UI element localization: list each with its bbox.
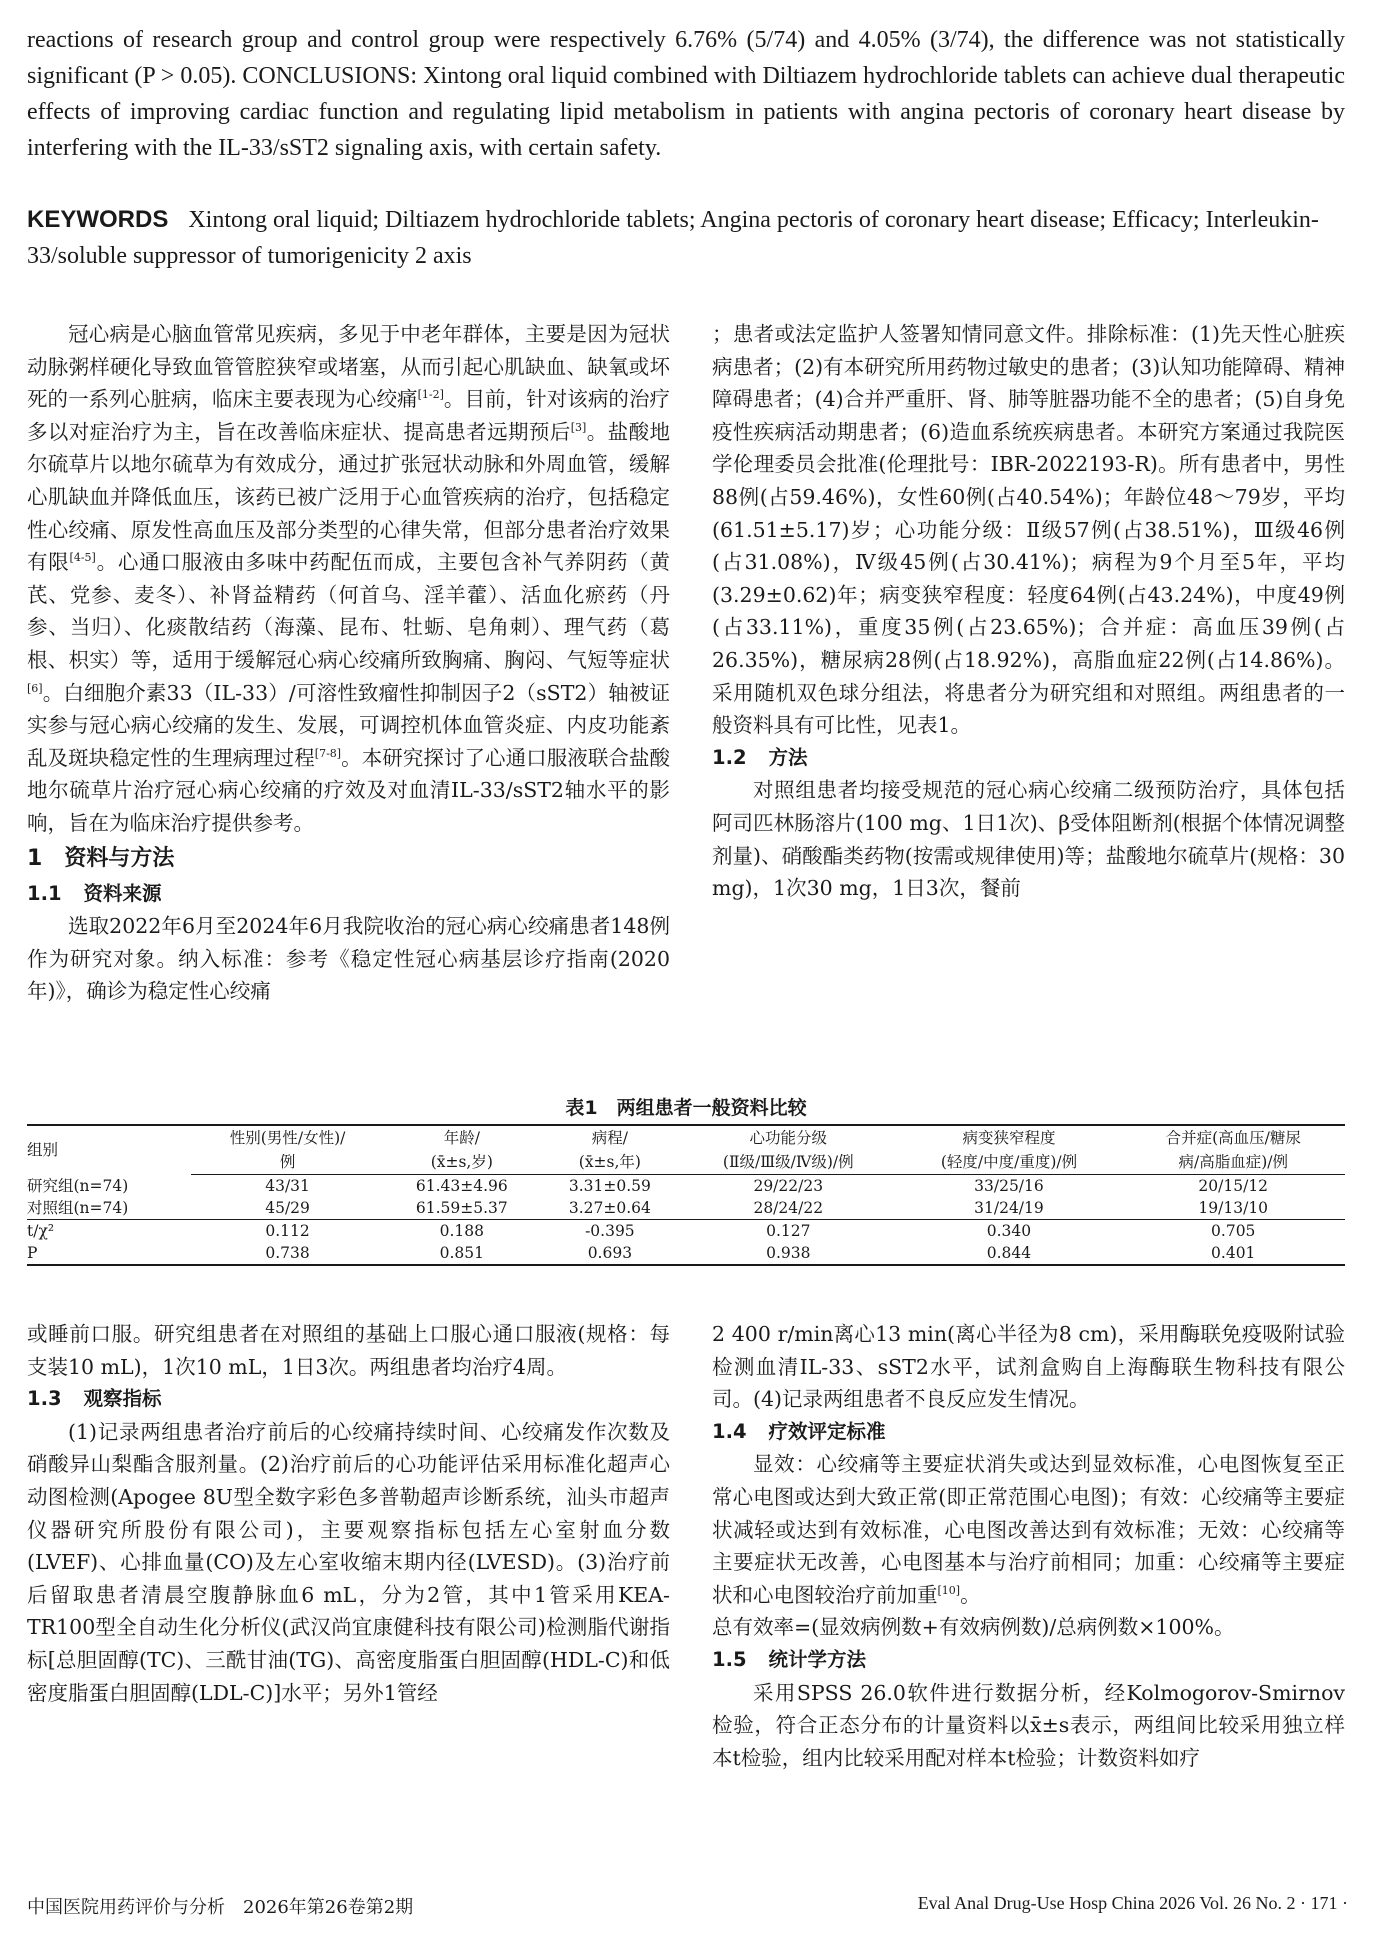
efficacy-formula: 总有效率=(显效病例数+有效病例数)/总病例数×100%。 bbox=[712, 1615, 1235, 1640]
table-title: 表1 两组患者一般资料比较 bbox=[565, 1097, 807, 1119]
journal-footer-right: Eval Anal Drug-Use Hosp China 2026 Vol. 26 No. 2 · 171 · bbox=[917, 1893, 1348, 1913]
general-data-table bbox=[27, 1124, 1345, 1266]
table-header-cell: 心功能分级 bbox=[680, 1125, 896, 1150]
section-1-2-continued: 或睡前口服。研究组患者在对照组的基础上口服心通口服液(规格：每支装10 mL)，1次10 mL，1日3次。两组患者均治疗4周。 bbox=[27, 1322, 670, 1379]
section-heading-1-5: 1.5 统计学方法 bbox=[712, 1647, 867, 1671]
section-heading-1-2: 1.2 方法 bbox=[712, 745, 808, 769]
left-column-bottom bbox=[27, 1318, 670, 1709]
section-heading-1-1: 1.1 资料来源 bbox=[27, 881, 162, 905]
section-heading-1-4: 1.4 疗效评定标准 bbox=[712, 1419, 886, 1443]
table-header-cell: 合并症(高血压/糖尿 bbox=[1121, 1125, 1345, 1150]
section-1-4-text: 显效：心绞痛等主要症状消失或达到显效标准，心电图恢复至正常心电图或达到大致正常(即正常范围心电图)；有效：心绞痛等主要症状减轻或达到有效标准，心电图改善达到有效标准；无效：心绞痛等主要症状无改善，心电图基本与治疗前相同；加重：心绞痛等主要症状和心电图较治疗前加重[10]。 bbox=[712, 1452, 1345, 1607]
section-1-3-text: (1)记录两组患者治疗前后的心绞痛持续时间、心绞痛发作次数及硝酸异山梨酯含服剂量。(2)治疗前后的心功能评估采用标准化超声心动图检测(Apogee 8U型全数字彩色多普勒超声诊断系统，汕头市超声仪器研究所股份有限公司)，主要观察指标包括左心室射血分数(LVEF)、心排血量(CO)及左心室收缩末期内径(LVESD)。(3)治疗前后留取患者清晨空腹静脉血6 mL，分为2管，其中1管采用KEA-TR100型全自动生化分析仪(武汉尚宜康健科技有限公司)检测脂代谢指标[总胆固醇(TC)、三酰甘油(TG)、高密度脂蛋白胆固醇(HDL-C)和低密度脂蛋白胆固醇(LDL-C)]水平；另外1管经 bbox=[27, 1419, 670, 1705]
table-header-cell: 例 bbox=[191, 1150, 384, 1175]
table-header-cell: 病程/ bbox=[540, 1125, 680, 1150]
section-heading-1: 1 资料与方法 bbox=[27, 845, 175, 871]
keywords-label: KEYWORDS bbox=[27, 206, 169, 233]
table-header-cell: 病变狭窄程度 bbox=[896, 1125, 1121, 1150]
section-1-2-text: 对照组患者均接受规范的冠心病心绞痛二级预防治疗，具体包括阿司匹林肠溶片(100 mg、1日1次)、β受体阻断剂(根据个体情况调整剂量)、硝酸酯类药物(按需或规律使用)等；盐酸地尔硫草片(规格：30 mg)，1次30 mg，1日3次，餐前 bbox=[712, 778, 1345, 901]
table-header-cell: (Ⅱ级/Ⅲ级/Ⅳ级)/例 bbox=[680, 1150, 896, 1175]
table-row: P 0.738 0.851 0.693 0.938 0.844 0.401 bbox=[27, 1242, 1345, 1265]
citation: [6] bbox=[27, 681, 43, 695]
table-header-cell: (轻度/中度/重度)/例 bbox=[896, 1150, 1121, 1175]
keywords-text: Xintong oral liquid; Diltiazem hydrochloride tablets; Angina pectoris of coronary heart disease; Efficacy; Interleukin-33/soluble suppressor of tumorigenicity 2 axis bbox=[27, 207, 1319, 269]
table-header-cell: (x̄±s,年) bbox=[540, 1150, 680, 1175]
citation: [10] bbox=[937, 1583, 961, 1597]
table-header-cell: 年龄/ bbox=[384, 1125, 540, 1150]
citation: [1-2] bbox=[417, 388, 444, 402]
section-1-3-continued: 2 400 r/min离心13 min(离心半径为8 cm)，采用酶联免疫吸附试验检测血清IL-33、sST2水平，试剂盒购自上海酶联生物科技有限公司。(4)记录两组患者不良反应发生情况。 bbox=[712, 1322, 1345, 1412]
right-column-bottom bbox=[712, 1318, 1345, 1774]
table-row: 研究组(n=74) 43/31 61.43±4.96 3.31±0.59 29/22/23 33/25/16 20/15/12 bbox=[27, 1176, 1269, 1195]
right-column-top bbox=[712, 318, 1345, 905]
citation: [3] bbox=[570, 420, 587, 434]
table-header-group: 组别 bbox=[27, 1125, 191, 1175]
citation: [7-8] bbox=[314, 746, 342, 760]
table-header-cell: (x̄±s,岁) bbox=[384, 1150, 540, 1175]
intro-paragraph: 冠心病是心脑血管常见疾病，多见于中老年群体，主要是因为冠状动脉粥样硬化导致血管管腔狭窄或堵塞，从而引起心肌缺血、缺氧或坏死的一系列心脏病，临床主要表现为心绞痛[1-2]。目前，针对该病的治疗多以对症治疗为主，旨在改善临床症状、提高患者远期预后[3]。盐酸地尔硫草片以地尔硫草为有效成分，通过扩张冠状动脉和外周血管，缓解心肌缺血并降低血压，该药已被广泛用于心血管疾病的治疗，包括稳定性心绞痛、原发性高血压及部分类型的心律失常，但部分患者治疗效果有限[4-5]。心通口服液由多味中药配伍而成，主要包含补气养阴药（黄芪、党参、麦冬）、补肾益精药（何首乌、淫羊藿）、活血化瘀药（丹参、当归）、化痰散结药（海藻、昆布、牡蛎、皂角刺）、理气药（葛根、枳实）等，适用于缓解冠心病心绞痛所致胸痛、胸闷、气短等症状[6]。白细胞介素33（IL-33）/可溶性致瘤性抑制因子2（sST2）轴被证实参与冠心病心绞痛的发生、发展，可调控机体血管炎症、内皮功能紊乱及斑块稳定性的生理病理过程[7-8]。本研究探讨了心通口服液联合盐酸地尔硫草片治疗冠心病心绞痛的疗效及对血清IL-33/sST2轴水平的影响，旨在为临床治疗提供参考。 bbox=[27, 322, 671, 835]
section-1-1-continued: ；患者或法定监护人签署知情同意文件。排除标准：(1)先天性心脏疾病患者；(2)有本研究所用药物过敏史的患者；(3)认知功能障碍、精神障碍患者；(4)合并严重肝、肾、肺等脏器功能不全的患者；(5)自身免疫性疾病活动期患者；(6)造血系统疾病患者。本研究方案通过我院医学伦理委员会批准(伦理批号：IBR-2022193-R)。所有患者中，男性88例(占59.46%)，女性60例(占40.54%)；年龄位48～79岁，平均(61.51±5.17)岁；心功能分级：Ⅱ级57例(占38.51%)，Ⅲ级46例(占31.08%)，Ⅳ级45例(占30.41%)；病程为9个月至5年，平均(3.29±0.62)年；病变狭窄程度：轻度64例(占43.24%)，中度49例(占33.11%)，重度35例(占23.65%)；合并症：高血压39例(占26.35%)，糖尿病28例(占18.92%)，高脂血症22例(占14.86%)。采用随机双色球分组法，将患者分为研究组和对照组。两组患者的一般资料具有可比性，见表1。 bbox=[712, 322, 1345, 738]
keywords-line bbox=[27, 202, 1345, 274]
table-row: t/χ² 0.112 0.188 -0.395 0.127 0.340 0.705 bbox=[27, 1220, 1345, 1243]
table-header-cell: 病/高脂血症)/例 bbox=[1121, 1150, 1345, 1175]
section-1-5-text: 采用SPSS 26.0软件进行数据分析，经Kolmogorov-Smirnov检验，符合正态分布的计量资料以x̄±s表示，两组间比较采用独立样本t检验，组内比较采用配对样本t检验；计数资料如疗 bbox=[712, 1680, 1345, 1770]
table-header-cell: 性别(男性/女性)/ bbox=[191, 1125, 384, 1150]
journal-footer-left: 中国医院用药评价与分析 2026年第26卷第2期 bbox=[27, 1897, 414, 1918]
abstract-english: reactions of research group and control group were respectively 6.76% (5/74) and 4.05% (3/74), the difference was not statistically significant (P > 0.05). CONCLUSIONS: Xintong oral liquid combined with Diltiazem hydrochloride tablets can achieve dual therapeutic effects of improving cardiac function and regulating lipid metabolism in patients with angina pectoris of coronary heart disease by interfering with the IL-33/sST2 signaling axis, with certain safety. bbox=[27, 27, 1345, 161]
citation: [4-5] bbox=[69, 551, 96, 565]
section-1-1-text: 选取2022年6月至2024年6月我院收治的冠心病心绞痛患者148例作为研究对象。纳入标准：参考《稳定性冠心病基层诊疗指南(2020年)》，确诊为稳定性心绞痛 bbox=[27, 914, 670, 1004]
left-column-top bbox=[27, 318, 671, 1004]
table-row: 对照组(n=74) 45/29 61.59±5.37 3.27±0.64 28/24/22 31/24/19 19/13/10 bbox=[27, 1199, 1269, 1217]
section-heading-1-3: 1.3 观察指标 bbox=[27, 1387, 162, 1411]
